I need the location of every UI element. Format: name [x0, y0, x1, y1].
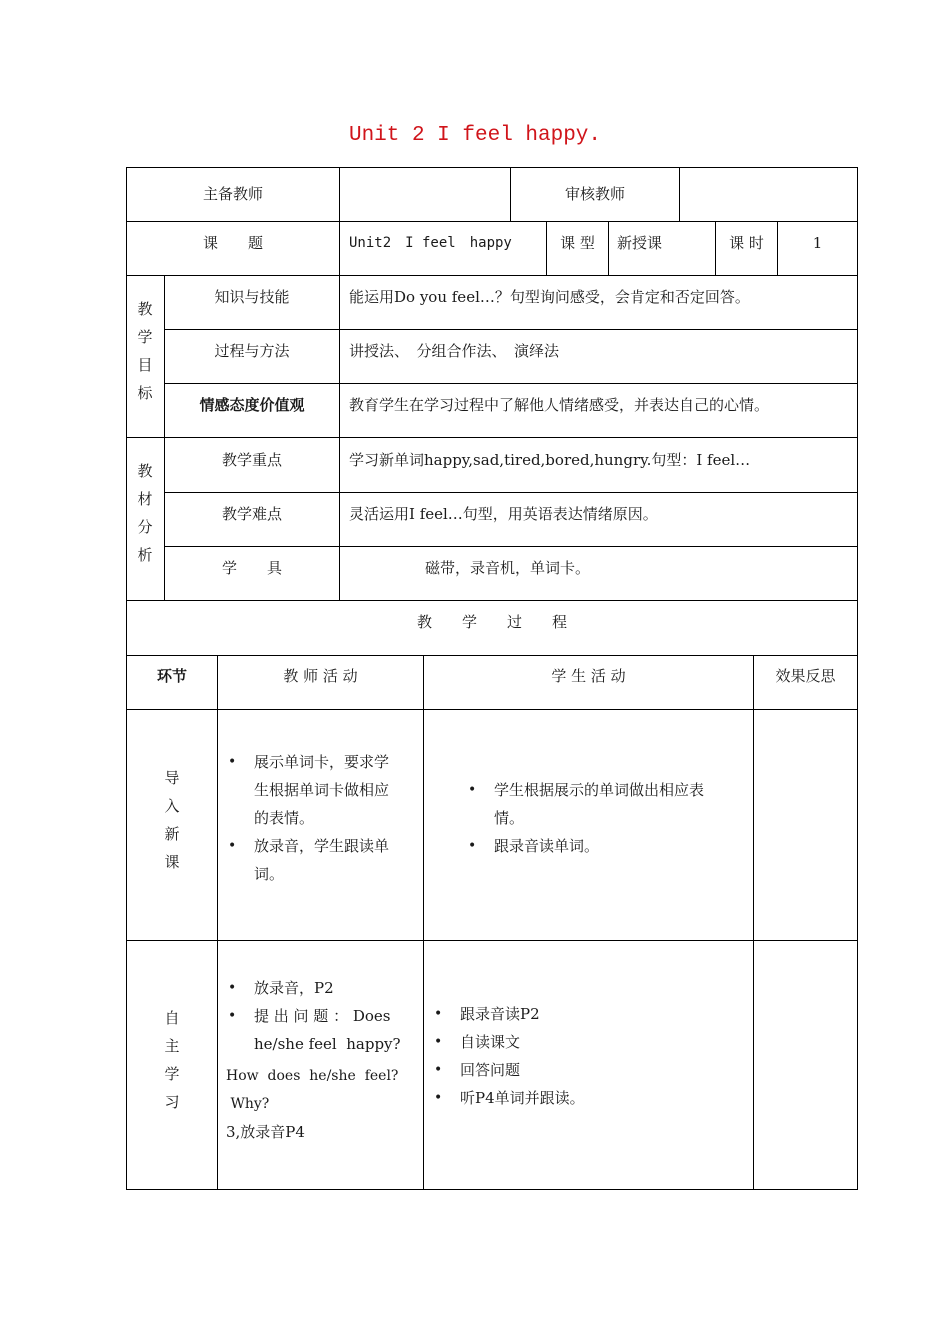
list-item: • 跟录音读P2 [434, 1005, 540, 1023]
list-item: • 放录音，P2 [228, 979, 334, 997]
stage-self-study-student-list [432, 1000, 732, 1112]
type-label: 课 型 [560, 234, 595, 252]
key-points-value: 学习新单词happy,sad,tired,bored,hungry.句型：I feel… [349, 451, 751, 469]
knowledge-skills-value: 能运用Do you feel…？句型询问感受，会肯定和否定回答。 [349, 288, 750, 306]
topic-value: Unit2 I feel happy [349, 235, 512, 251]
list-item: • 自读课文 [434, 1033, 521, 1051]
list-item: • 展示单词卡，要求学 生根据单词卡做相应 的表情。 [228, 753, 390, 827]
stage-self-study-teacher-list [226, 974, 418, 1058]
hours-value: 1 [812, 234, 823, 252]
stage-intro-label: 导 入 新 课 [164, 769, 180, 871]
list-item: • 学生根据展示的单词做出相应表 情。 [468, 781, 705, 827]
tools-value: 磁带，录音机，单词卡。 [425, 559, 591, 577]
column-reflection: 效果反思 [775, 667, 836, 685]
attitude-values-label: 情感态度价值观 [199, 396, 305, 414]
document-title: Unit 2 I feel happy. [348, 124, 602, 147]
preparer-label: 主备教师 [202, 185, 263, 203]
stage-self-study-teacher-why: Why? [226, 1096, 270, 1112]
stage-intro-student-list [466, 776, 751, 860]
list-item: • 回答问题 [434, 1061, 521, 1079]
stage-intro-teacher-list [226, 748, 418, 888]
list-item: • 跟录音读单词。 [468, 837, 600, 855]
stage-self-study-teacher-question: How does he/she feel? [226, 1068, 399, 1084]
list-item: • 听P4单词并跟读。 [434, 1089, 585, 1107]
column-student-activity: 学 生 活 动 [551, 667, 626, 685]
difficulties-value: 灵活运用I feel…句型，用英语表达情绪原因。 [349, 505, 658, 523]
stage-self-study-teacher-step3: 3,放录音P4 [226, 1123, 305, 1141]
process-heading: 教 学 过 程 [416, 613, 567, 631]
stage-self-study-label: 自 主 学 习 [164, 1009, 180, 1111]
tools-label: 学 具 [221, 559, 282, 577]
column-stage: 环节 [156, 667, 187, 685]
key-points-label: 教学重点 [221, 451, 282, 469]
difficulties-label: 教学难点 [221, 505, 282, 523]
hours-label: 课 时 [729, 234, 764, 252]
analysis-group-label: 教 材 分 析 [137, 462, 153, 564]
process-methods-label: 过程与方法 [214, 342, 290, 360]
reviewer-label: 审核教师 [564, 185, 625, 203]
knowledge-skills-label: 知识与技能 [214, 288, 290, 306]
attitude-values-value: 教育学生在学习过程中了解他人情绪感受，并表达自己的心情。 [349, 396, 770, 414]
topic-label: 课 题 [202, 234, 263, 252]
column-teacher-activity: 教 师 活 动 [283, 667, 358, 685]
objectives-group-label: 教 学 目 标 [137, 300, 153, 402]
process-methods-value: 讲授法、 分组合作法、 演绎法 [349, 342, 560, 360]
list-item: • 放录音，学生跟读单 词。 [228, 837, 390, 883]
list-item: • 提 出 问 题 ： Does he/she feel happy? [228, 1007, 401, 1053]
type-value: 新授课 [617, 234, 663, 252]
